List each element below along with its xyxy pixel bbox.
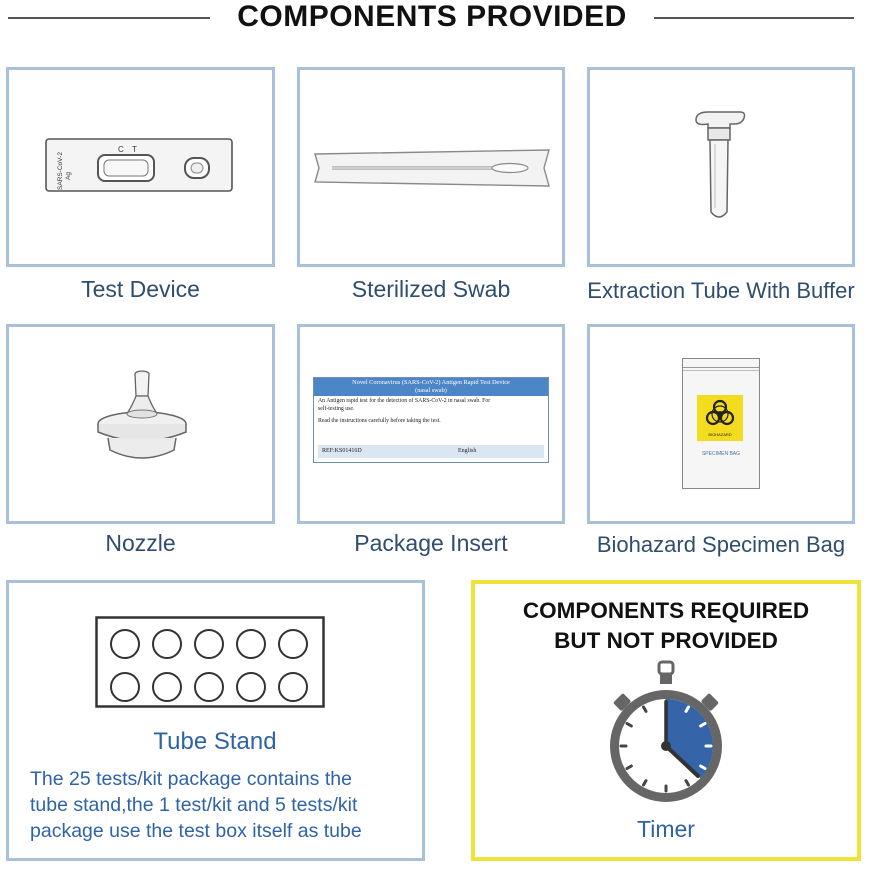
biohazard-bag-illustration bbox=[682, 358, 760, 489]
swab-label: Sterilized Swab bbox=[351, 276, 511, 302]
stopwatch-icon bbox=[604, 658, 728, 806]
section-header bbox=[0, 0, 871, 36]
stand-hole bbox=[279, 673, 307, 701]
nozzle-label: Nozzle bbox=[105, 530, 176, 556]
stand-hole bbox=[195, 673, 223, 701]
insert-line3: Read the instructions carefully before taking the test. bbox=[318, 418, 441, 424]
required-title bbox=[475, 596, 857, 656]
insert-ref: REF:KS01416D bbox=[322, 448, 362, 454]
tube-stand-note-line3: package use the test box itself as tube bbox=[30, 820, 362, 842]
biohazard-bag-label: Biohazard Specimen Bag bbox=[596, 532, 846, 557]
insert-line2: self-testing use. bbox=[318, 406, 355, 412]
bag-text: SPECIMEN BAG bbox=[701, 451, 741, 457]
marker-c: C bbox=[118, 145, 124, 154]
bag-symbol-text: BIOHAZARD bbox=[708, 432, 732, 437]
package-insert-label: Package Insert bbox=[354, 530, 508, 556]
header-rule-left bbox=[8, 17, 210, 19]
package-insert-illustration bbox=[313, 377, 549, 463]
required-title-line1: COMPONENTS REQUIRED bbox=[522, 598, 810, 623]
test-device-illustration bbox=[40, 133, 240, 197]
swab-illustration bbox=[312, 148, 552, 188]
stand-hole bbox=[153, 673, 181, 701]
tube-stand-note-line2: tube stand,the 1 test/kit and 5 tests/kit bbox=[30, 794, 358, 816]
insert-language: English bbox=[458, 448, 477, 454]
stand-hole bbox=[237, 673, 265, 701]
biohazard-icon bbox=[697, 395, 743, 433]
stand-hole bbox=[237, 630, 265, 658]
required-title-line2: BUT NOT PROVIDED bbox=[554, 628, 778, 653]
stand-hole bbox=[153, 630, 181, 658]
nozzle-illustration bbox=[92, 362, 192, 468]
extraction-tube-label: Extraction Tube With Buffer bbox=[587, 278, 855, 303]
device-text-line1: SARS-CoV-2 bbox=[57, 152, 64, 190]
stand-hole bbox=[111, 630, 139, 658]
insert-title: Novel Coronavirus (SARS-CoV-2) Antigen Rapid Test Device bbox=[352, 379, 510, 386]
tube-stand-label: Tube Stand bbox=[153, 728, 277, 755]
test-device-label: Test Device bbox=[81, 276, 200, 302]
stand-hole bbox=[111, 673, 139, 701]
extraction-tube-illustration bbox=[686, 108, 750, 226]
marker-t: T bbox=[132, 145, 137, 154]
timer-label: Timer bbox=[637, 816, 695, 842]
tube-stand-illustration bbox=[95, 616, 325, 708]
insert-subtitle: (nasal swab) bbox=[415, 387, 447, 394]
page-title: COMPONENTS PROVIDED bbox=[237, 0, 627, 33]
tube-stand-note-line1: The 25 tests/kit package contains the bbox=[30, 768, 352, 790]
insert-header bbox=[314, 378, 548, 396]
insert-body bbox=[314, 396, 548, 426]
stand-hole bbox=[195, 630, 223, 658]
device-text-line2: Ag bbox=[65, 172, 72, 180]
insert-line1: An Antigen rapid test for the detection of SARS-CoV-2 in nasal swab. For bbox=[318, 398, 491, 404]
header-rule-right bbox=[654, 17, 854, 19]
tube-stand-note bbox=[30, 766, 410, 844]
insert-footer bbox=[318, 445, 544, 458]
biohazard-label bbox=[697, 395, 743, 441]
stand-hole bbox=[279, 630, 307, 658]
